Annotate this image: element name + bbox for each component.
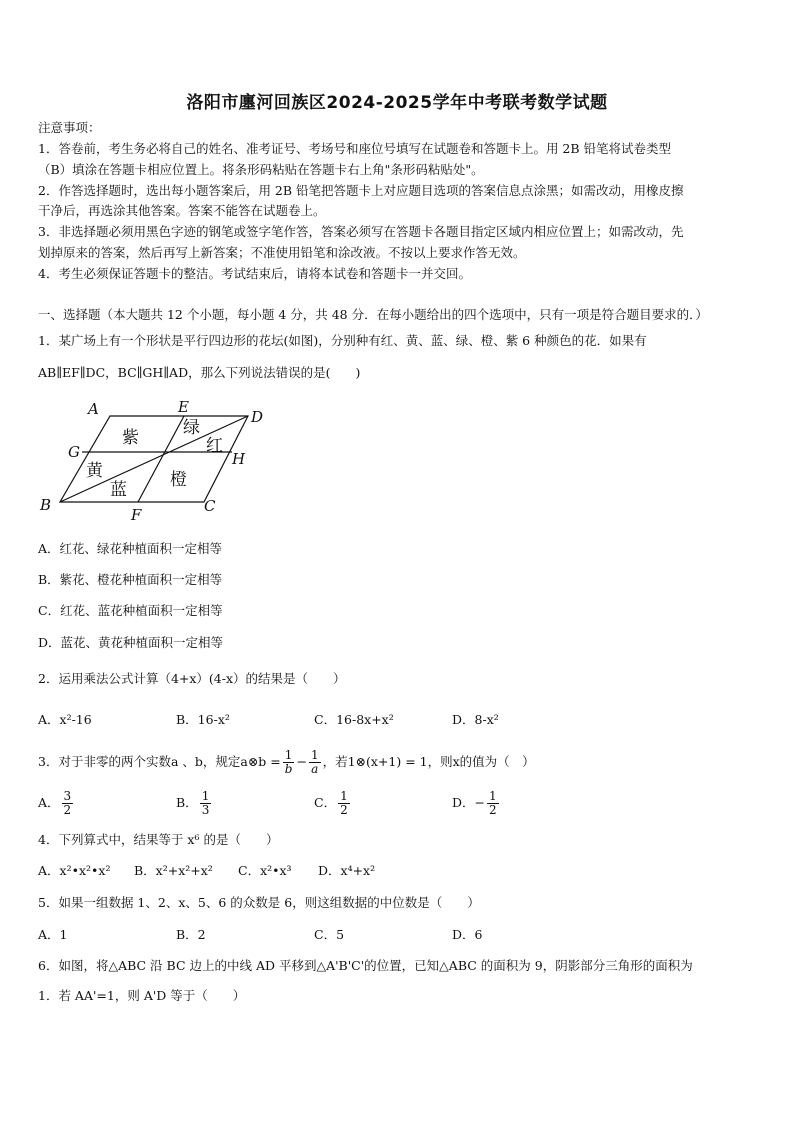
denominator: a — [311, 762, 319, 776]
q1-stem: 1．某广场上有一个形状是平行四边形的花坛(如图)，分别种有红、黄、蓝、绿、橙、紫 6 种颜色的花．如果有 — [38, 333, 647, 348]
option-fraction — [338, 790, 350, 817]
q4-option-d: D．x⁴+x² — [318, 863, 376, 878]
label-h: H — [232, 450, 246, 468]
region-blue: 蓝 — [110, 480, 127, 500]
q4-option-b: B．x²+x²+x² — [134, 863, 213, 878]
notice-line: 2．作答选择题时，选出每小题答案后，用 2B 铅笔把答题卡上对应题目选项的答案信息点涂黑；如需改动，用橡皮擦 — [38, 183, 684, 198]
q3-option-a — [38, 786, 75, 820]
minus-sign: − — [296, 754, 307, 769]
q2-option-c: C．16-8x+x² — [314, 712, 394, 727]
notice-line: 划掉原来的答案，然后再写上新答案；不准使用铅笔和涂改液。不按以上要求作答无效。 — [38, 245, 526, 260]
q2-option-a: A．x²-16 — [38, 712, 92, 727]
q3-option-b — [176, 786, 213, 820]
denominator: 2 — [340, 803, 348, 817]
q4-stem: 4．下列算式中，结果等于 x⁶ 的是（ ） — [38, 832, 279, 847]
option-label: C． — [314, 795, 337, 810]
section-heading: 一、选择题（本大题共 12 个小题，每小题 4 分，共 48 分．在每小题给出的四个选项中，只有一项是符合题目要求的．） — [38, 307, 708, 322]
q3-option-d — [452, 786, 501, 820]
label-b: B — [40, 496, 52, 514]
option-fraction — [200, 790, 212, 817]
q5-option-d: D．6 — [452, 927, 483, 942]
label-c: C — [204, 497, 216, 515]
q4-option-a: A．x²•x²•x² — [38, 863, 111, 878]
option-label: A． — [38, 795, 60, 810]
q3-stem — [38, 745, 762, 779]
region-red: 红 — [206, 436, 223, 456]
q1-option-c: C．红花、蓝花种植面积一定相等 — [38, 603, 223, 618]
q3-stem-a: 3．对于非零的两个实数a 、b，规定a⊗b = — [38, 754, 281, 769]
q1-option-d: D．蓝花、黄花种植面积一定相等 — [38, 635, 224, 650]
label-d: D — [251, 408, 264, 426]
option-fraction — [487, 790, 499, 817]
region-orange: 橙 — [170, 470, 187, 490]
region-yellow: 黄 — [86, 461, 103, 481]
label-g: G — [68, 443, 80, 461]
diagonal-bd — [60, 416, 248, 502]
numerator: 1 — [340, 789, 348, 803]
q2-option-d: D．8-x² — [452, 712, 499, 727]
notice-line: 3．非选择题必须用黑色字迹的钢笔或签字笔作答，答案必须写在答题卡各题目指定区域内相应位置上；如需改动，先 — [38, 224, 684, 239]
label-e: E — [178, 398, 189, 416]
region-purple: 紫 — [122, 428, 139, 448]
option-label: B． — [176, 795, 198, 810]
page-title: 洛阳市廛河回族区2024-2025学年中考联考数学试题 — [186, 93, 608, 113]
numerator: 1 — [283, 749, 295, 763]
numerator: 1 — [201, 789, 210, 803]
denominator: 2 — [63, 803, 72, 817]
label-f: F — [131, 506, 142, 524]
region-green: 绿 — [183, 418, 200, 438]
notice-line: 1．答卷前，考生务必将自己的姓名、准考证号、考场号和座位号填写在试题卷和答题卡上。用 2B 铅笔将试卷类型 — [38, 141, 672, 156]
numerator: 1 — [310, 748, 319, 762]
option-sign: − — [474, 795, 486, 810]
notice-line: （B）填涂在答题卡相应位置上。将条形码粘贴在答题卡右上角"条形码粘贴处"。 — [38, 162, 484, 177]
parallelogram-figure — [36, 395, 286, 525]
q5-option-a: A．1 — [38, 927, 68, 942]
q2-stem: 2．运用乘法公式计算（4+x）(4-x）的结果是（ ） — [38, 671, 346, 686]
numerator: 1 — [489, 789, 497, 803]
denominator: 2 — [489, 803, 497, 817]
q3-stem-b: ，若1⊗(x+1) = 1，则x的值为（ ） — [322, 754, 535, 769]
q4-option-c: C．x²•x³ — [238, 863, 292, 878]
option-label: D． — [452, 795, 475, 810]
q1-option-b: B．紫花、橙花种植面积一定相等 — [38, 572, 223, 587]
label-a: A — [88, 400, 99, 418]
q3-option-c — [314, 786, 352, 820]
q2-option-b: B．16-x² — [176, 712, 230, 727]
notice-line: 干净后，再选涂其他答案。答案不能答在试题卷上。 — [38, 203, 326, 218]
q5-option-b: B．2 — [176, 927, 206, 942]
q1-option-a: A．红花、绿花种植面积一定相等 — [38, 541, 223, 556]
denominator: b — [284, 762, 293, 776]
q5-stem: 5．如果一组数据 1、2、x、5、6 的众数是 6，则这组数据的中位数是（ ） — [38, 895, 480, 910]
notice-heading: 注意事项： — [38, 120, 101, 135]
option-fraction — [62, 790, 74, 817]
q6-stem-cont: 1．若 AA'=1，则 A'D 等于（ ） — [38, 988, 246, 1003]
q5-option-c: C．5 — [314, 927, 345, 942]
denominator: 3 — [201, 803, 210, 817]
numerator: 3 — [63, 789, 72, 803]
q6-stem: 6．如图，将△ABC 沿 BC 边上的中线 AD 平移到△A'B'C'的位置，已知△ABC 的面积为 9，阴影部分三角形的面积为 — [38, 958, 693, 973]
q3-frac-1b — [283, 749, 295, 776]
q3-frac-1a — [309, 749, 321, 776]
q1-stem-cont: AB∥EF∥DC，BC∥GH∥AD，那么下列说法错误的是( ) — [38, 365, 361, 380]
notice-line: 4．考生必须保证答题卡的整洁。考试结束后，请将本试卷和答题卡一并交回。 — [38, 266, 471, 281]
